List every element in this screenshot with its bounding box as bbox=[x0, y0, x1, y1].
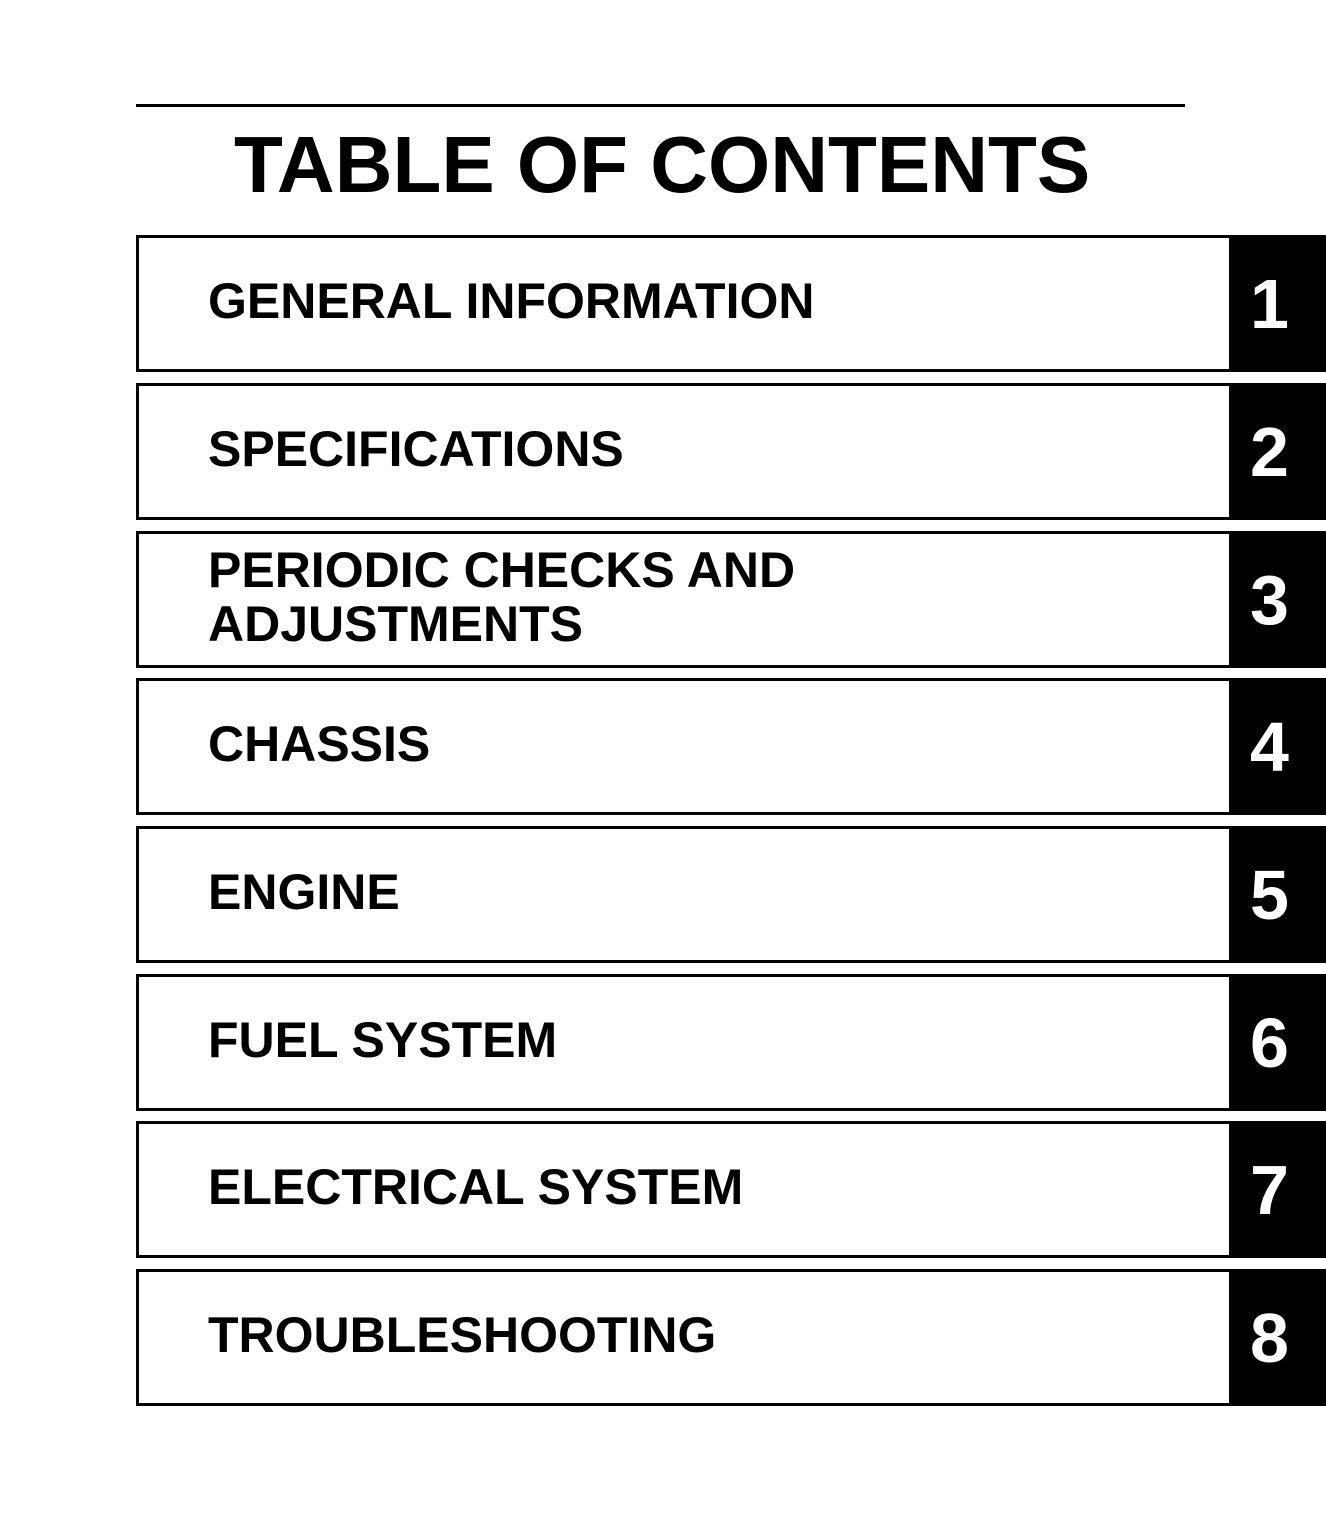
chapter-tab: 4 bbox=[1229, 678, 1326, 815]
toc-entry-electrical-system[interactable] bbox=[136, 1121, 1326, 1258]
page-title: TABLE OF CONTENTS bbox=[234, 120, 1091, 209]
toc-entry-periodic-checks[interactable] bbox=[136, 531, 1326, 668]
chapter-tab: 1 bbox=[1229, 235, 1326, 372]
toc-entry-troubleshooting[interactable] bbox=[136, 1269, 1326, 1406]
entry-label: FUEL SYSTEM bbox=[208, 1011, 558, 1068]
entry-label: PERIODIC CHECKS AND ADJUSTMENTS bbox=[208, 541, 796, 652]
chapter-tab: 6 bbox=[1229, 974, 1326, 1111]
chapter-tab: 3 bbox=[1229, 531, 1326, 668]
entry-label: SPECIFICATIONS bbox=[208, 420, 624, 477]
entry-label: ELECTRICAL SYSTEM bbox=[208, 1158, 744, 1215]
chapter-tab: 5 bbox=[1229, 826, 1326, 963]
toc-entry-chassis[interactable] bbox=[136, 678, 1326, 815]
entry-label: TROUBLESHOOTING bbox=[208, 1306, 717, 1363]
toc-entry-engine[interactable] bbox=[136, 826, 1326, 963]
toc-entry-fuel-system[interactable] bbox=[136, 974, 1326, 1111]
chapter-tab: 2 bbox=[1229, 383, 1326, 520]
toc-entry-general-information[interactable] bbox=[136, 235, 1326, 372]
entry-label: GENERAL INFORMATION bbox=[208, 272, 815, 329]
chapter-tab: 8 bbox=[1229, 1269, 1326, 1406]
chapter-tab: 7 bbox=[1229, 1121, 1326, 1258]
entry-label: CHASSIS bbox=[208, 715, 431, 772]
toc-entry-specifications[interactable] bbox=[136, 383, 1326, 520]
entry-label: ENGINE bbox=[208, 863, 400, 920]
